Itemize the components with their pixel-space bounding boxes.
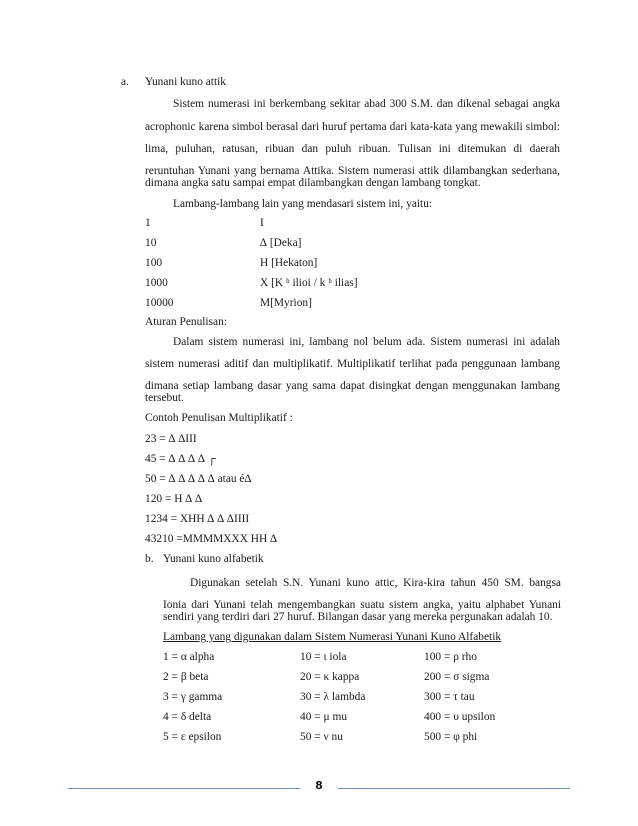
table-cell: 400 = υ upsilon: [424, 711, 496, 723]
symbol-value: 100: [145, 257, 163, 269]
table-cell: 3 = γ gamma: [163, 691, 223, 703]
section-b-marker: b.: [145, 553, 154, 565]
table-cell: 2 = β beta: [163, 671, 209, 683]
table-cell: 200 = σ sigma: [424, 671, 490, 683]
rules-heading: Aturan Penulisan:: [145, 316, 227, 328]
rules-line-4: tersebut.: [145, 392, 184, 404]
page-number: 8: [315, 779, 323, 792]
example-item: 50 = ∆ ∆ ∆ ∆ ∆ atau é∆: [145, 473, 252, 485]
table-cell: 1 = α alpha: [163, 651, 215, 663]
table-cell: 40 = μ mu: [300, 711, 348, 723]
example-item: 43210 =MMMMXXX HH ∆: [145, 533, 278, 545]
section-b-heading: Yunani kuno alfabetik: [163, 553, 264, 565]
para2: Lambang-lambang lain yang mendasari sistem ini, yaitu:: [173, 198, 433, 210]
example-item: 120 = H ∆ ∆: [145, 493, 203, 505]
para1-line-1: Sistem numerasi ini berkembang sekitar abad 300 S.M. dan dikenal sebagai angka: [173, 98, 560, 110]
para1-line-4: reruntuhan Yunani yang bernama Attika. Sistem numerasi attik dilambangkan sederhana,: [145, 165, 560, 177]
section-b-line-3: sendiri yang terdiri dari 27 huruf. Bilangan dasar yang mereka pergunakan adalah 10.: [163, 611, 553, 623]
section-a-heading: Yunani kuno attik: [145, 76, 226, 88]
table-cell: 30 = λ lambda: [300, 691, 366, 703]
table-title: Lambang yang digunakan dalam Sistem Numerasi Yunani Kuno Alfabetik: [163, 631, 502, 643]
rules-line-3: dimana setiap lambang dasar yang sama dapat disingkat dengan menggunakan lambang: [145, 380, 560, 392]
symbol-glyph: I: [260, 217, 264, 229]
table-cell: 10 = ι iola: [300, 651, 347, 663]
table-cell: 5 = ε epsilon: [163, 731, 222, 743]
rules-line-2: sistem numerasi aditif dan multiplikatif. Multiplikatif terlihat pada penggunaan lambang: [145, 358, 560, 370]
table-cell: 20 = κ kappa: [300, 671, 360, 683]
rules-line-1: Dalam sistem numerasi ini, lambang nol belum ada. Sistem numerasi ini adalah: [173, 336, 560, 348]
section-a-marker: a.: [121, 76, 129, 88]
para1-line-5: dimana angka satu sampai empat dilambangkan dengan lambang tongkat.: [145, 177, 481, 189]
table-cell: 4 = δ delta: [163, 711, 212, 723]
symbol-glyph: M[Myrion]: [260, 297, 312, 309]
example-item: 1234 = XHH ∆ ∆ ∆IIII: [145, 513, 250, 525]
table-cell: 500 = φ phi: [424, 731, 478, 743]
symbol-glyph: X [K ʰ ilioi / k ʰ ilias]: [260, 277, 358, 289]
symbol-value: 10: [145, 237, 157, 249]
symbol-glyph: ∆ [Deka]: [260, 237, 302, 249]
section-b-line-2: Ionia dari Yunani telah mengembangkan suatu sistem angka, yaitu alphabet Yunani: [163, 599, 561, 611]
symbol-glyph: H [Hekaton]: [260, 257, 318, 269]
table-cell: 300 = τ tau: [424, 691, 475, 703]
footer-rule-left: [68, 788, 300, 789]
para1-line-3: lima, puluhan, ratusan, ribuan dan puluh ribuan. Tulisan ini ditemukan di daerah: [145, 143, 560, 155]
symbol-value: 10000: [145, 297, 174, 309]
example-item: 45 = ∆ ∆ ∆ ∆ ┌: [145, 453, 216, 465]
section-b-line-1: Digunakan setelah S.N. Yunani kuno attic, Kira-kira tahun 450 SM. bangsa: [190, 577, 561, 589]
example-item: 23 = ∆ ∆III: [145, 433, 197, 445]
examples-heading: Contoh Penulisan Multiplikatif :: [145, 412, 293, 424]
symbol-value: 1000: [145, 277, 168, 289]
table-cell: 100 = ρ rho: [424, 651, 477, 663]
footer-rule-right: [338, 788, 570, 789]
table-cell: 50 = ν nu: [300, 731, 343, 743]
symbol-value: 1: [145, 217, 151, 229]
para1-line-2: acrophonic karena simbol berasal dari huruf pertama dari kata-kata yang mewakili simbol:: [145, 121, 560, 133]
